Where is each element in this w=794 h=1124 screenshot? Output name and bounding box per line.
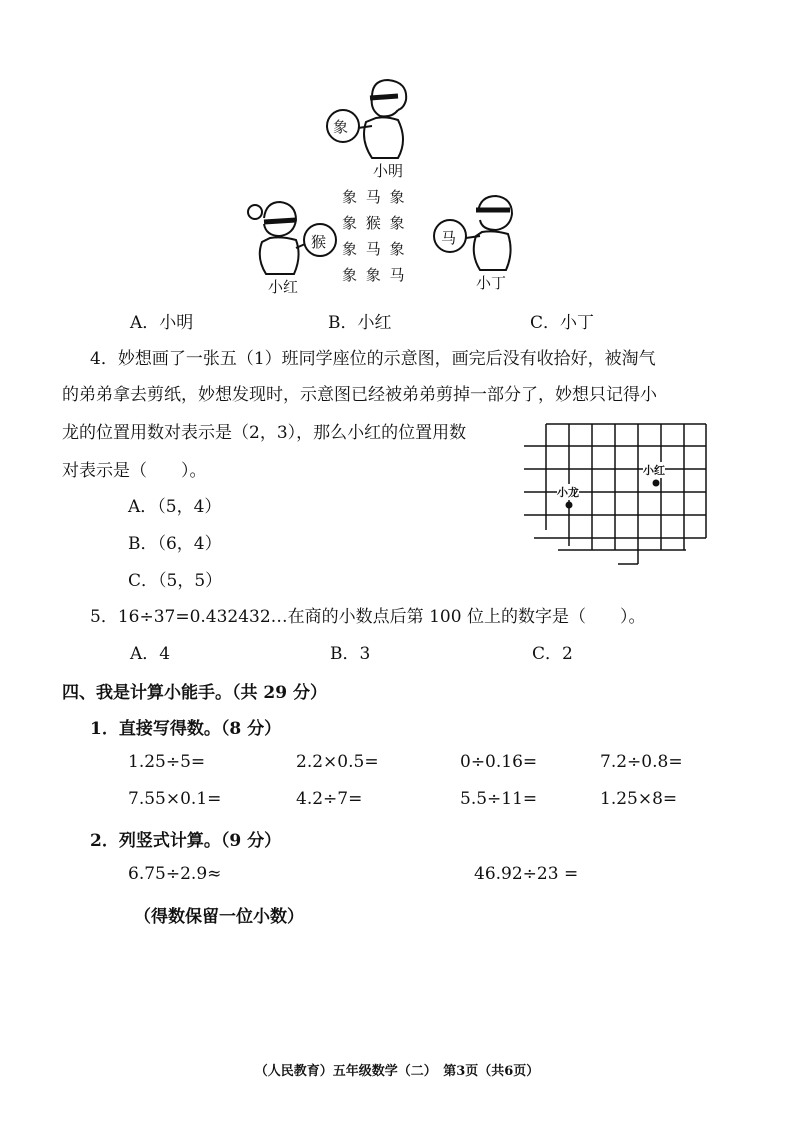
q4-option-c: C．（5，5）: [128, 571, 223, 591]
sign-xiaoding: 马: [441, 229, 457, 247]
label-xiaoding: 小丁: [476, 274, 507, 292]
calc-1-4: 7.2÷0.8=: [600, 752, 683, 772]
q5-option-b: B．3: [330, 644, 371, 664]
label-xiaoming: 小明: [373, 162, 404, 180]
page-footer: （人民教育）五年级数学（二） 第3页（共6页）: [254, 1064, 540, 1079]
q4-option-a: A．（5，4）: [128, 497, 222, 517]
label-xiaohong: 小红: [268, 278, 299, 296]
xiaohong-point: [653, 480, 660, 487]
animal-row-3: 象 马 象: [342, 240, 407, 258]
vertical-calc-2: 46.92÷23 =: [474, 864, 579, 884]
xiaolong-point: [566, 502, 573, 509]
section4-sub2: 2．列竖式计算。（9 分）: [90, 831, 282, 851]
q5-option-a: A．4: [130, 644, 171, 664]
animal-row-4: 象 象 马: [342, 266, 407, 284]
rounding-note: （得数保留一位小数）: [134, 907, 304, 927]
q5-option-c: C．2: [532, 644, 573, 664]
grid-label-xiaohong: 小红: [643, 464, 665, 477]
calc-2-3: 5.5÷11=: [460, 789, 538, 809]
calc-1-2: 2.2×0.5=: [296, 752, 379, 772]
q4-line-2: 的弟弟拿去剪纸，妙想发现时，示意图已经被弟弟剪掉一部分了，妙想只记得小: [62, 385, 657, 405]
calc-1-3: 0÷0.16=: [460, 752, 538, 772]
vertical-calc-1: 6.75÷2.9≈: [128, 864, 222, 884]
animal-row-2: 象 猴 象: [342, 214, 407, 232]
q3-option-a: A．小明: [130, 313, 194, 333]
q3-option-c: C．小丁: [530, 313, 595, 333]
q4-line-1: 4．妙想画了一张五（1）班同学座位的示意图，画完后没有收拾好，被淘气: [90, 349, 656, 369]
calc-2-4: 1.25×8=: [600, 789, 678, 809]
calc-2-2: 4.2÷7=: [296, 789, 363, 809]
animal-row-1: 象 马 象: [342, 188, 407, 206]
seat-grid-figure: [520, 418, 720, 568]
q4-line-3: 龙的位置用数对表示是（2，3），那么小红的位置用数: [62, 423, 467, 443]
calc-2-1: 7.55×0.1=: [128, 789, 222, 809]
q5-text: 5．16÷37=0.432432…在商的小数点后第 100 位上的数字是（ ）。: [90, 607, 646, 627]
q4-line-4: 对表示是（ ）。: [62, 461, 207, 481]
q3-option-b: B．小红: [328, 313, 392, 333]
section4-title: 四、我是计算小能手。（共 29 分）: [62, 683, 327, 703]
q4-option-b: B．（6，4）: [128, 534, 222, 554]
sign-xiaohong: 猴: [311, 233, 327, 251]
grid-label-xiaolong: 小龙: [557, 486, 579, 499]
section4-sub1: 1．直接写得数。（8 分）: [90, 719, 282, 739]
calc-1-1: 1.25÷5=: [128, 752, 206, 772]
sign-xiaoming: 象: [333, 118, 349, 136]
